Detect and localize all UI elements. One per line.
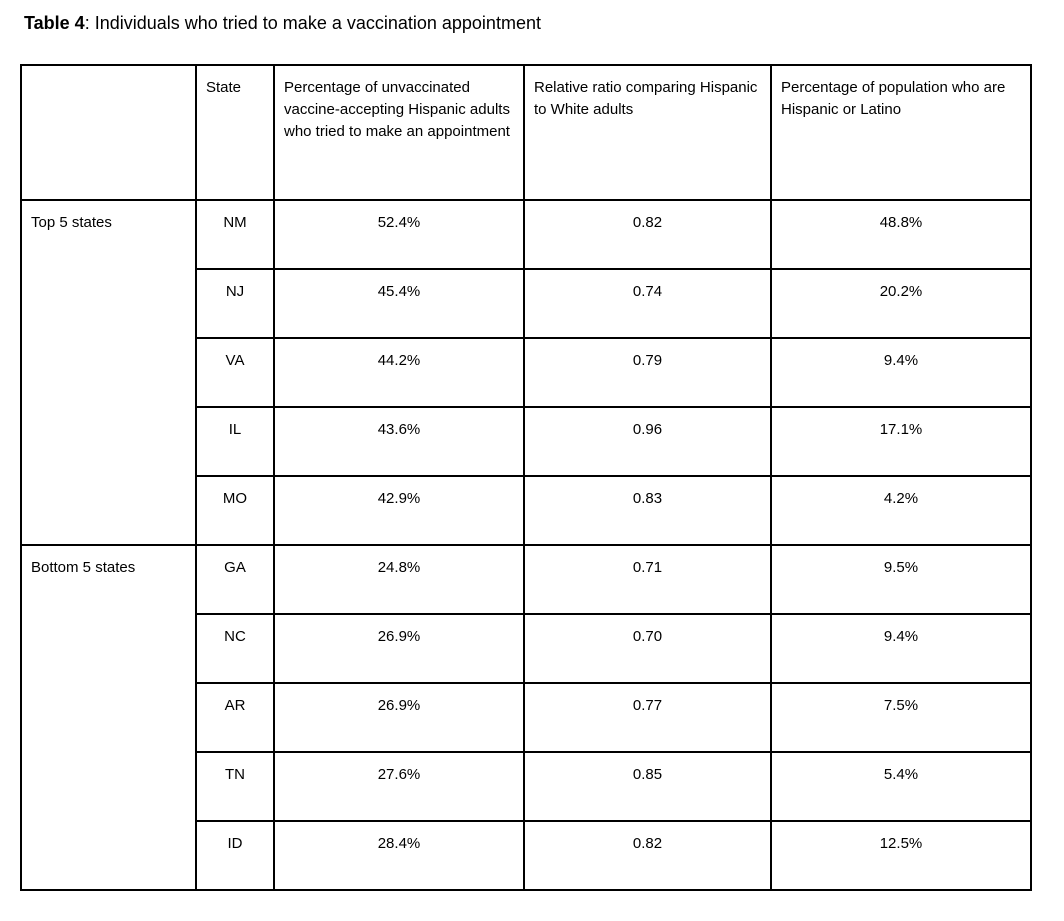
pct-tried-cell: 44.2% bbox=[274, 338, 524, 407]
relative-ratio-cell: 0.79 bbox=[524, 338, 771, 407]
pct-tried-cell: 26.9% bbox=[274, 683, 524, 752]
relative-ratio-cell: 0.83 bbox=[524, 476, 771, 545]
pct-hispanic-cell: 48.8% bbox=[771, 200, 1031, 269]
pct-hispanic-cell: 5.4% bbox=[771, 752, 1031, 821]
table-caption-text: : Individuals who tried to make a vaccination appointment bbox=[84, 13, 541, 33]
table-row bbox=[21, 545, 1031, 614]
header-cell-pct-tried: Percentage of unvaccinated vaccine-accepting Hispanic adults who tried to make an appointment bbox=[274, 65, 524, 200]
pct-tried-cell: 27.6% bbox=[274, 752, 524, 821]
relative-ratio-cell: 0.74 bbox=[524, 269, 771, 338]
state-cell: NC bbox=[196, 614, 274, 683]
header-row bbox=[21, 65, 1031, 200]
state-cell: TN bbox=[196, 752, 274, 821]
pct-hispanic-cell: 9.4% bbox=[771, 614, 1031, 683]
pct-hispanic-cell: 20.2% bbox=[771, 269, 1031, 338]
pct-hispanic-cell: 4.2% bbox=[771, 476, 1031, 545]
pct-hispanic-cell: 9.4% bbox=[771, 338, 1031, 407]
state-cell: AR bbox=[196, 683, 274, 752]
pct-tried-cell: 28.4% bbox=[274, 821, 524, 890]
state-cell: MO bbox=[196, 476, 274, 545]
pct-tried-cell: 42.9% bbox=[274, 476, 524, 545]
table-row bbox=[21, 200, 1031, 269]
relative-ratio-cell: 0.82 bbox=[524, 821, 771, 890]
relative-ratio-cell: 0.71 bbox=[524, 545, 771, 614]
header-cell-pct-hispanic: Percentage of population who are Hispanic or Latino bbox=[771, 65, 1031, 200]
state-cell: GA bbox=[196, 545, 274, 614]
header-cell-state: State bbox=[196, 65, 274, 200]
header-cell-group bbox=[21, 65, 196, 200]
relative-ratio-cell: 0.82 bbox=[524, 200, 771, 269]
state-cell: NM bbox=[196, 200, 274, 269]
pct-tried-cell: 24.8% bbox=[274, 545, 524, 614]
relative-ratio-cell: 0.77 bbox=[524, 683, 771, 752]
pct-tried-cell: 52.4% bbox=[274, 200, 524, 269]
vaccination-appointment-table bbox=[20, 64, 1032, 891]
pct-hispanic-cell: 12.5% bbox=[771, 821, 1031, 890]
pct-tried-cell: 26.9% bbox=[274, 614, 524, 683]
group-label-cell: Bottom 5 states bbox=[21, 545, 196, 890]
pct-tried-cell: 43.6% bbox=[274, 407, 524, 476]
group-label-cell: Top 5 states bbox=[21, 200, 196, 545]
state-cell: NJ bbox=[196, 269, 274, 338]
pct-hispanic-cell: 17.1% bbox=[771, 407, 1031, 476]
relative-ratio-cell: 0.70 bbox=[524, 614, 771, 683]
relative-ratio-cell: 0.96 bbox=[524, 407, 771, 476]
header-cell-relative-ratio: Relative ratio comparing Hispanic to White adults bbox=[524, 65, 771, 200]
table-caption bbox=[24, 10, 1064, 36]
pct-hispanic-cell: 9.5% bbox=[771, 545, 1031, 614]
state-cell: VA bbox=[196, 338, 274, 407]
state-cell: ID bbox=[196, 821, 274, 890]
relative-ratio-cell: 0.85 bbox=[524, 752, 771, 821]
pct-tried-cell: 45.4% bbox=[274, 269, 524, 338]
table-caption-label: Table 4 bbox=[24, 13, 85, 33]
pct-hispanic-cell: 7.5% bbox=[771, 683, 1031, 752]
state-cell: IL bbox=[196, 407, 274, 476]
